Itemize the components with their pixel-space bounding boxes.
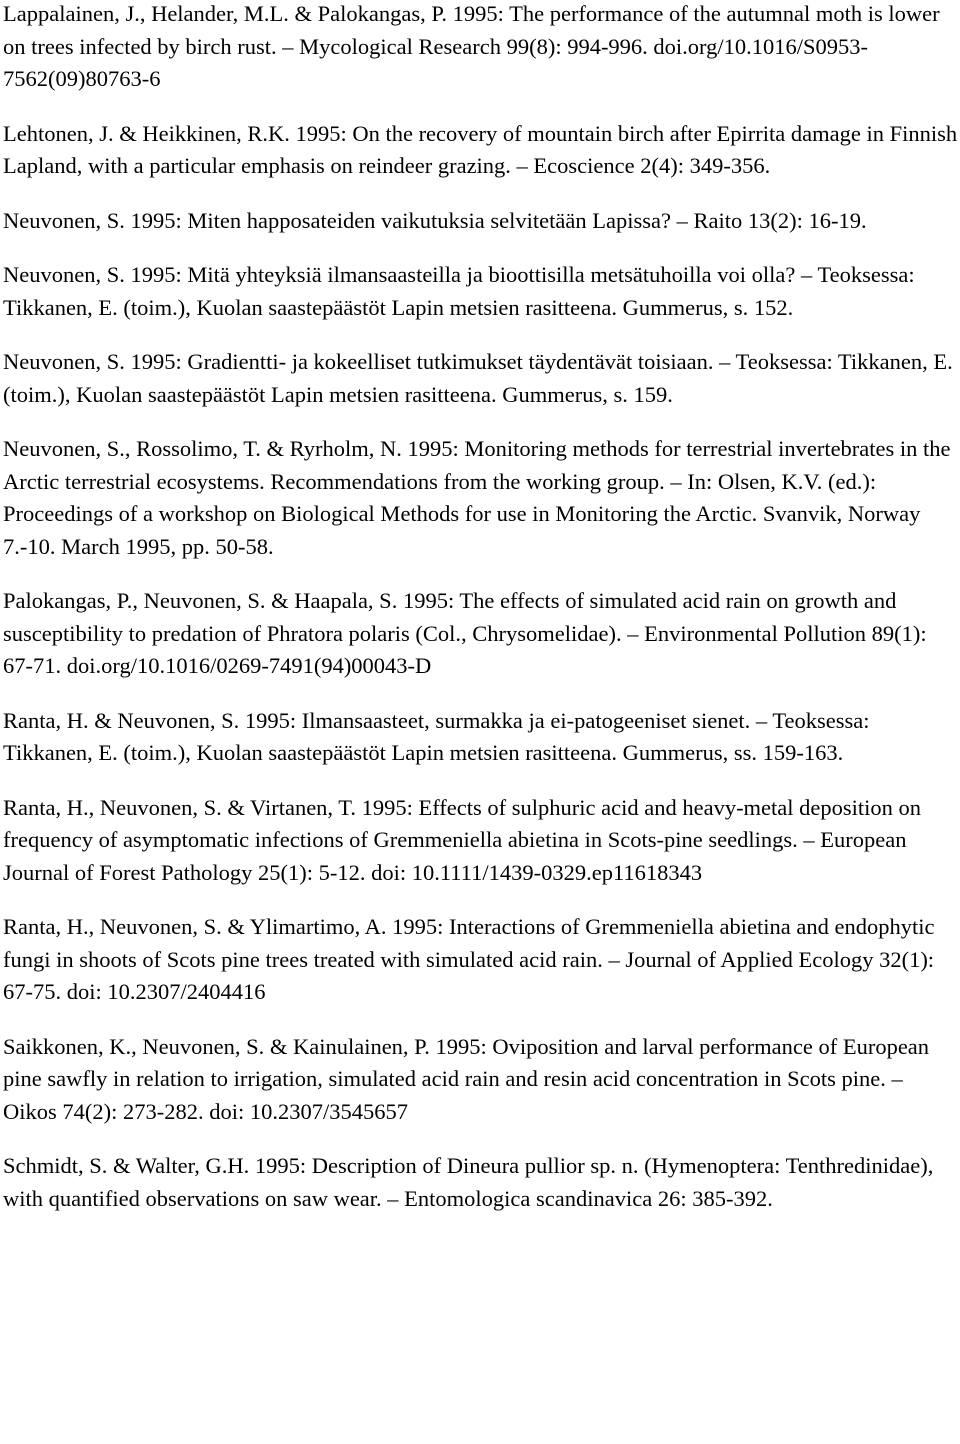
reference-entry: Lehtonen, J. & Heikkinen, R.K. 1995: On the recovery of mountain birch after Epirrita damage in Finnish Lapland, with a particular emphasis on reindeer grazing. – Ecoscience 2(4): 349-356.	[3, 120, 958, 178]
reference-entry: Neuvonen, S. 1995: Mitä yhteyksiä ilmansaasteilla ja bioottisilla metsätuhoilla voi olla? – Teoksessa: Tikkanen, E. (toim.), Kuolan saastepäästöt Lapin metsien rasitteena. Gummerus, s. 152.	[3, 262, 915, 320]
reference-entry: Ranta, H. & Neuvonen, S. 1995: Ilmansaasteet, surmakka ja ei-patogeeniset sienet. – Teoksessa: Tikkanen, E. (toim.), Kuolan saastepäästöt Lapin metsien rasitteena. Gummerus, ss. 159-163.	[3, 707, 870, 765]
reference-entry: Palokangas, P., Neuvonen, S. & Haapala, S. 1995: The effects of simulated acid rain on growth and susceptibility to predation of Phratora polaris (Col., Chrysomelidae). – Environmental Pollution 89(1): 67-71. doi.org/10.1016/0269-7491(94)00043-D	[3, 588, 927, 678]
reference-entry: Schmidt, S. & Walter, G.H. 1995: Description of Dineura pullior sp. n. (Hymenoptera: Tenthredinidae), with quantified observations on saw wear. – Entomologica scandinavica 26: 385-392.	[3, 1153, 934, 1211]
reference-entry: Saikkonen, K., Neuvonen, S. & Kainulainen, P. 1995: Oviposition and larval performance of European pine sawfly in relation to irrigation, simulated acid rain and resin acid concentration in Scots pine. – Oikos 74(2): 273-282. doi: 10.2307/3545657	[3, 1033, 930, 1124]
reference-entry: Ranta, H., Neuvonen, S. & Virtanen, T. 1995: Effects of sulphuric acid and heavy-metal deposition on frequency of asymptomatic infections of Gremmeniella abietina in Scots-pine seedlings. – European Journal of Forest Pathology 25(1): 5-12. doi: 10.1111/1439-0329.ep11618343	[3, 794, 922, 885]
reference-entry: Ranta, H., Neuvonen, S. & Ylimartimo, A. 1995: Interactions of Gremmeniella abietina and endophytic fungi in shoots of Scots pine trees treated with simulated acid rain. – Journal of Applied Ecology 32(1): 67-75. doi: 10.2307/2404416	[3, 914, 935, 1004]
reference-list	[3, 0, 958, 1237]
reference-entry: Neuvonen, S., Rossolimo, T. & Ryrholm, N. 1995: Monitoring methods for terrestrial invertebrates in the Arctic terrestrial ecosystems. Recommendations from the working group. – In: Olsen, K.V. (ed.): Proceedings of a workshop on Biological Methods for use in Monitoring the Arctic. Svanvik, Norway 7.-10. March 1995, pp. 50-58.	[3, 436, 951, 559]
reference-entry: Lappalainen, J., Helander, M.L. & Palokangas, P. 1995: The performance of the autumnal moth is lower on trees infected by birch rust. – Mycological Research 99(8): 994-996. doi.org/10.1016/S0953-7562(09)80763-6	[3, 1, 940, 91]
reference-entry: Neuvonen, S. 1995: Miten happosateiden vaikutuksia selvitetään Lapissa? – Raito 13(2): 16-19.	[3, 207, 867, 233]
reference-entry: Neuvonen, S. 1995: Gradientti- ja kokeelliset tutkimukset täydentävät toisiaan. – Teoksessa: Tikkanen, E. (toim.), Kuolan saastepäästöt Lapin metsien rasitteena. Gummerus, s. 159.	[3, 349, 953, 407]
